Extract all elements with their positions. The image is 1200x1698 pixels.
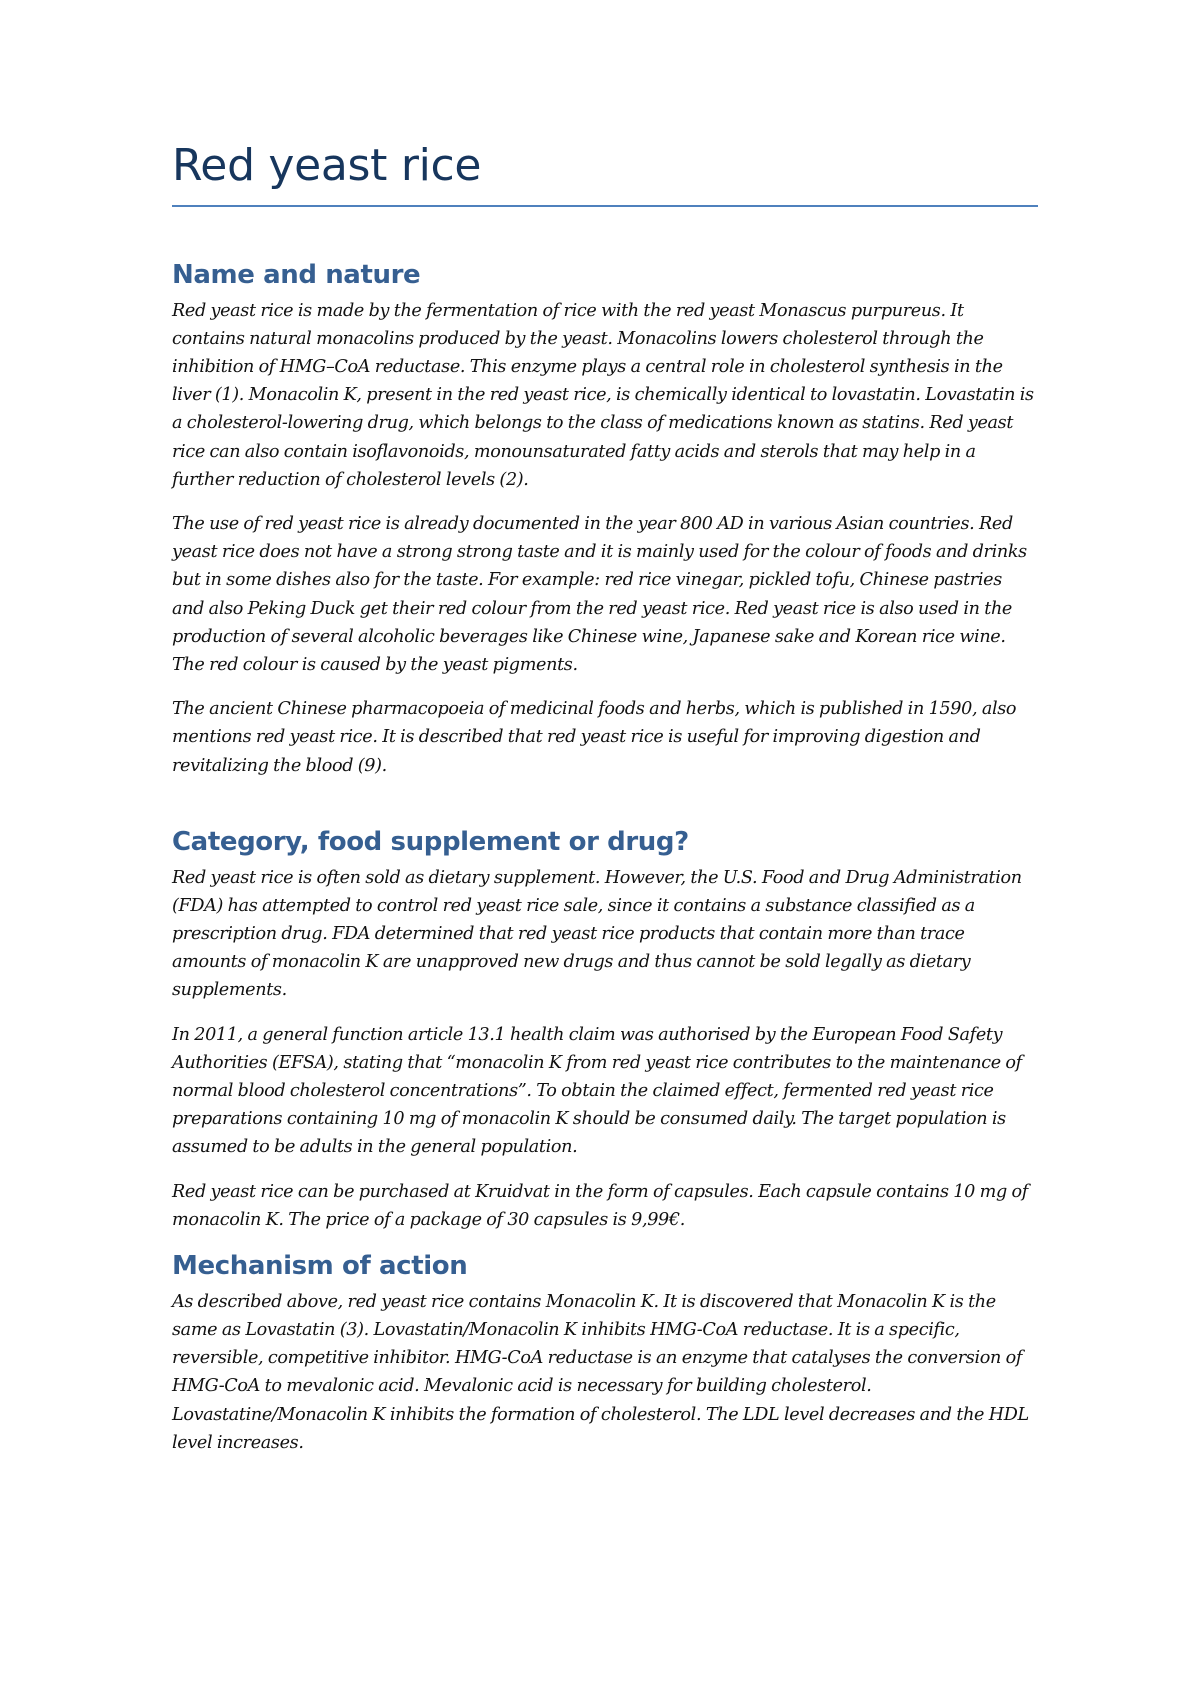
section-name-and-nature (172, 259, 1038, 780)
title-underline (172, 205, 1038, 207)
paragraph: Red yeast rice is often sold as dietary supplement. However, the U.S. Food and Drug Administration (FDA) has attempted to control red yeast rice sale, since it contains a substance classified as a prescription drug. FDA determined that red yeast rice products that contain more than trace amounts of monacolin K are unapproved new drugs and thus cannot be sold legally as dietary supplements. (172, 867, 1022, 1001)
paragraph: Red yeast rice is made by the fermentation of rice with the red yeast Monascus purpureus. It contains natural monacolins produced by the yeast. Monacolins lowers cholesterol through the inhibition of HMG–CoA reductase. This enzyme plays a central role in cholesterol synthesis in the liver (1). Monacolin K, present in the red yeast rice, is chemically identical to lovastatin. Lovastatin is a cholesterol-lowering drug, which belongs to the class of medications known as statins. Red yeast rice can also contain isoflavonoids, monounsaturated fatty acids and sterols that may help in a further reduction of cholesterol levels (2). (172, 300, 1034, 490)
section-heading: Mechanism of action (172, 1251, 468, 1282)
section-heading: Category, food supplement or drug? (172, 826, 689, 857)
paragraph: In 2011, a general function article 13.1 health claim was authorised by the European Food Safety Authorities (EFSA), stating that “monacolin K from red yeast rice contributes to the maintenance of normal blood cholesterol concentrations”. To obtain the claimed effect, fermented red yeast rice preparations containing 10 mg of monacolin K should be consumed daily. The target population is assumed to be adults in the general population. (172, 1024, 1022, 1158)
paragraph: Red yeast rice can be purchased at Kruidvat in the form of capsules. Each capsule contains 10 mg of monacolin K. The price of a package of 30 capsules is 9,99€. (172, 1181, 1028, 1230)
document-page (172, 140, 1038, 1473)
section-heading: Name and nature (172, 259, 421, 290)
document-title: Red yeast rice (172, 140, 482, 191)
paragraph: The ancient Chinese pharmacopoeia of medicinal foods and herbs, which is published in 1590, also mentions red yeast rice. It is described that red yeast rice is useful for improving digestion and revitalizing the blood (9). (172, 699, 1017, 776)
paragraph: As described above, red yeast rice contains Monacolin K. It is discovered that Monacolin K is the same as Lovastatin (3). Lovastatin/Monacolin K inhibits HMG-CoA reductase. It is a specific, reversible, competitive inhibitor. HMG-CoA reductase is an enzyme that catalyses the conversion of HMG-CoA to mevalonic acid. Mevalonic acid is necessary for building cholesterol. Lovastatine/Monacolin K inhibits the formation of cholesterol. The LDL level decreases and the HDL level increases. (172, 1291, 1029, 1453)
section-category (172, 826, 1038, 1234)
section-mechanism-of-action (172, 1250, 1038, 1457)
paragraph: The use of red yeast rice is already documented in the year 800 AD in various Asian countries. Red yeast rice does not have a strong strong taste and it is mainly used for the colour of foods and drinks but in some dishes also for the taste. For example: red rice vinegar, pickled tofu, Chinese pastries and also Peking Duck get their red colour from the red yeast rice. Red yeast rice is also used in the production of several alcoholic beverages like Chinese wine, Japanese sake and Korean rice wine. The red colour is caused by the yeast pigments. (172, 514, 1027, 676)
